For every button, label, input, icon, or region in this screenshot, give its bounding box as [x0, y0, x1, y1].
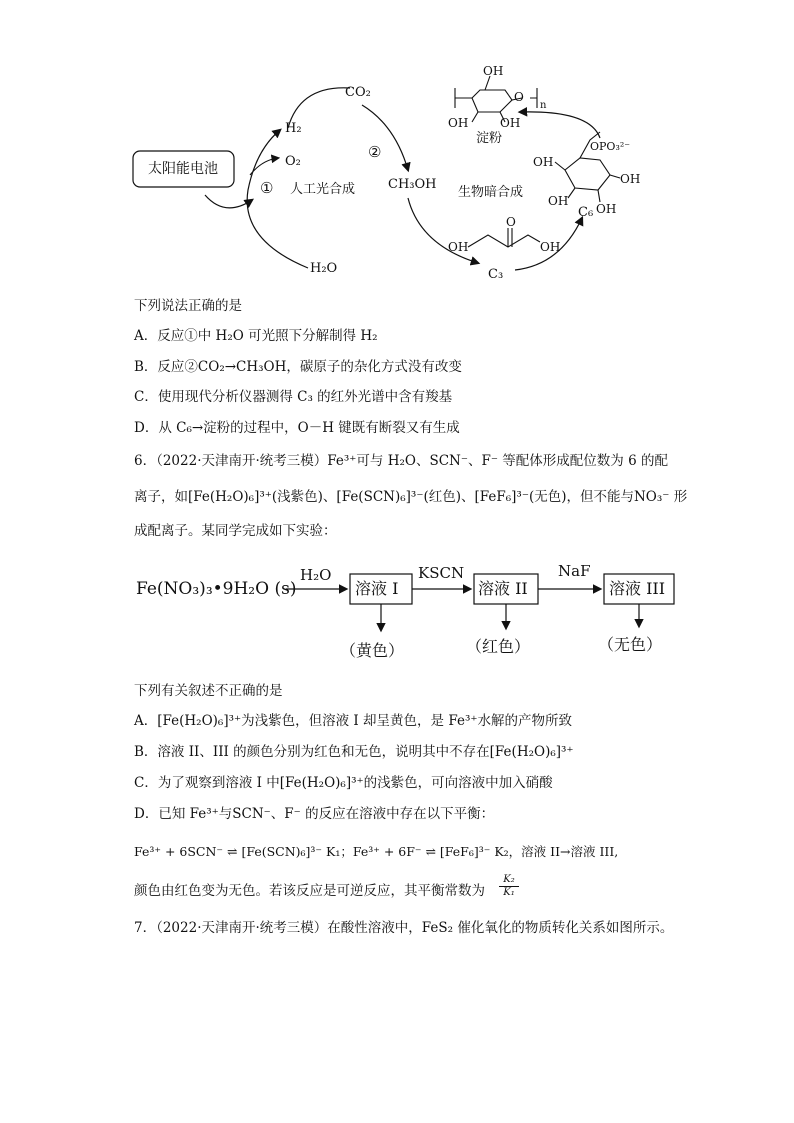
c3-o-label: O [506, 215, 516, 229]
flow-reagent-h2o: H₂O [300, 566, 332, 584]
ch3oh-label: CH₃OH [388, 177, 437, 192]
q6-line3: 成配离子。某同学完成如下实验： [134, 523, 337, 539]
q5-option-b: B．反应②CO₂→CH₃OH，碳原子的杂化方式没有改变 [134, 359, 462, 375]
solar-cell-label: 太阳能电池 [148, 161, 218, 177]
biological-label: 生物暗合成 [458, 185, 524, 200]
flow-reagent-naf: NaF [558, 562, 591, 580]
q6-equilibrium: Fe³⁺ + 6SCN⁻ ⇌ [Fe(SCN)₆]³⁻ K₁；Fe³⁺ + 6F⁻ ⇌ [FeF₆]³⁻ K₂，溶液 II→溶液 III, [134, 844, 619, 859]
q5-option-d: D．从 C₆→淀粉的过程中，O－H 键既有断裂又有生成 [134, 420, 460, 436]
flow-box2-label: 溶液 II [478, 579, 528, 598]
starch-oh-top: OH [483, 64, 504, 78]
starch-label: 淀粉 [476, 131, 503, 146]
q7-line1: 7．（2022·天津南开·统考三模）在酸性溶液中，FeS₂ 催化氧化的物质转化关系如图所示。 [134, 920, 674, 936]
flow-reagent-kscn: KSCN [418, 564, 465, 582]
step1-label: ① [260, 179, 274, 197]
q6-line1: 6．（2022·天津南开·统考三模）Fe³⁺可与 H₂O、SCN⁻、F⁻ 等配体形成配位数为 6 的配 [134, 453, 668, 469]
starch-n-label: n [540, 100, 547, 111]
artificial-label: 人工光合成 [290, 182, 356, 197]
c3-oh-label: OH [540, 240, 561, 254]
c6-label: C₆ [578, 205, 594, 220]
q6-option-b: B．溶液 II、III 的颜色分别为红色和无色，说明其中不存在[Fe(H₂O)₆]³⁺ [134, 744, 574, 760]
c6-to-starch [520, 112, 600, 138]
h2-label: H₂ [285, 121, 302, 136]
synthesis-diagram [0, 0, 794, 290]
q5-stem: 下列说法正确的是 [134, 298, 242, 314]
k-fraction-denominator: K₁ [503, 887, 515, 898]
c3-structure [468, 228, 540, 247]
q6-line2: 离子，如[Fe(H₂O)₆]³⁺(浅紫色)、[Fe(SCN)₆]³⁻(红色)、[FeF₆]³⁻(无色)，但不能与NO₃⁻ 形 [134, 489, 688, 505]
q6-option-c: C．为了观察到溶液 I 中[Fe(H₂O)₆]³⁺的浅紫色，可向溶液中加入硝酸 [134, 775, 553, 791]
starch-o-label: O [514, 90, 524, 104]
k-fraction-numerator: K₂ [499, 874, 519, 887]
q5-option-a: A．反应①中 H₂O 可光照下分解制得 H₂ [134, 328, 378, 344]
c6-opo3-label: OPO₃²⁻ [590, 140, 631, 153]
starch-ho-left: OH [448, 116, 469, 130]
q5-option-c: C．使用现代分析仪器测得 C₃ 的红外光谱中含有羧基 [134, 389, 453, 405]
flow-color1: （黄色） [340, 641, 405, 660]
experiment-flow [0, 560, 794, 680]
flow-color2: （红色） [466, 637, 531, 656]
flow-box3-label: 溶液 III [609, 579, 666, 598]
cycle1-curve [247, 130, 308, 268]
h2o-label: H₂O [310, 261, 338, 276]
c6-oh-bottom: OH [596, 202, 617, 216]
flow-box1-label: 溶液 I [355, 579, 399, 598]
q6-option-a: A．[Fe(H₂O)₆]³⁺为浅紫色，但溶液 I 却呈黄色，是 Fe³⁺水解的产物所致 [134, 713, 572, 729]
flow-start: Fe(NO₃)₃•9H₂O (s) [136, 579, 297, 599]
step2-label: ② [368, 143, 382, 161]
starch-oh-right: OH [500, 116, 521, 130]
c6-ho-left: OH [533, 155, 554, 169]
co2-label: CO₂ [345, 85, 371, 100]
o2-label: O₂ [285, 154, 301, 169]
c3-label: C₃ [488, 267, 504, 282]
flow-color3: （无色） [598, 635, 663, 654]
k-fraction [499, 874, 519, 899]
c3-ho-label: OH [448, 240, 469, 254]
c6-oh-right: OH [620, 172, 641, 186]
solar-arrow [205, 195, 252, 208]
q6-option-d-end: 颜色由红色变为无色。若该反应是可逆反应，其平衡常数为 [134, 883, 485, 899]
c6-ho-bottom: OH [548, 194, 569, 208]
q6-stem: 下列有关叙述不正确的是 [134, 683, 283, 699]
q6-option-d: D．已知 Fe³⁺与SCN⁻、F⁻ 的反应在溶液中存在以下平衡： [134, 806, 495, 822]
